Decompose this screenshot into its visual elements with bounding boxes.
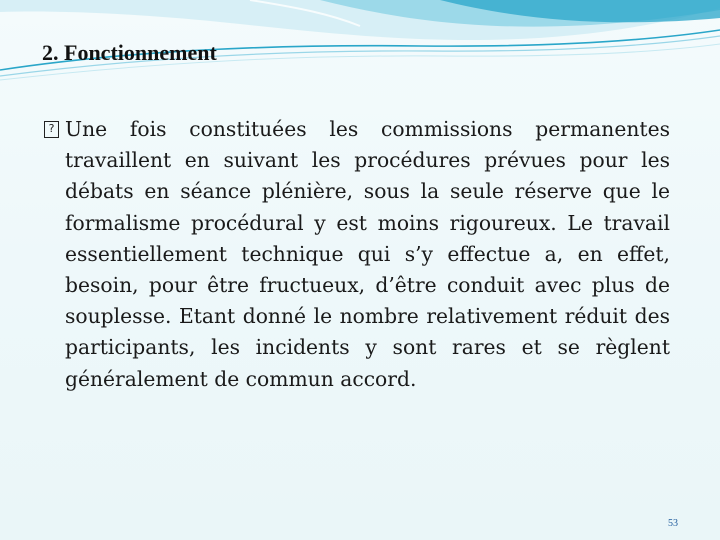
page-number: 53 bbox=[668, 518, 678, 529]
body-text bbox=[44, 114, 670, 395]
slide-title: 2. Fonctionnement bbox=[42, 40, 217, 65]
bullet-icon: ? bbox=[44, 121, 59, 138]
paragraph-text: Une fois constituées les commissions permanentes travaillent en suivant les procédures prévues pour les débats en séance plénière, sous la seule réserve que le formalisme procédural y est moins rigoureux. Le travail essentiellement technique qui s’y effectue a, en effet, besoin, pour être fructueux, d’être conduit avec plus de souplesse. Etant donné le nombre relativement réduit des participants, les incidents y sont rares et se règlent généralement de commun accord. bbox=[65, 117, 670, 391]
bullet-paragraph bbox=[44, 114, 670, 395]
